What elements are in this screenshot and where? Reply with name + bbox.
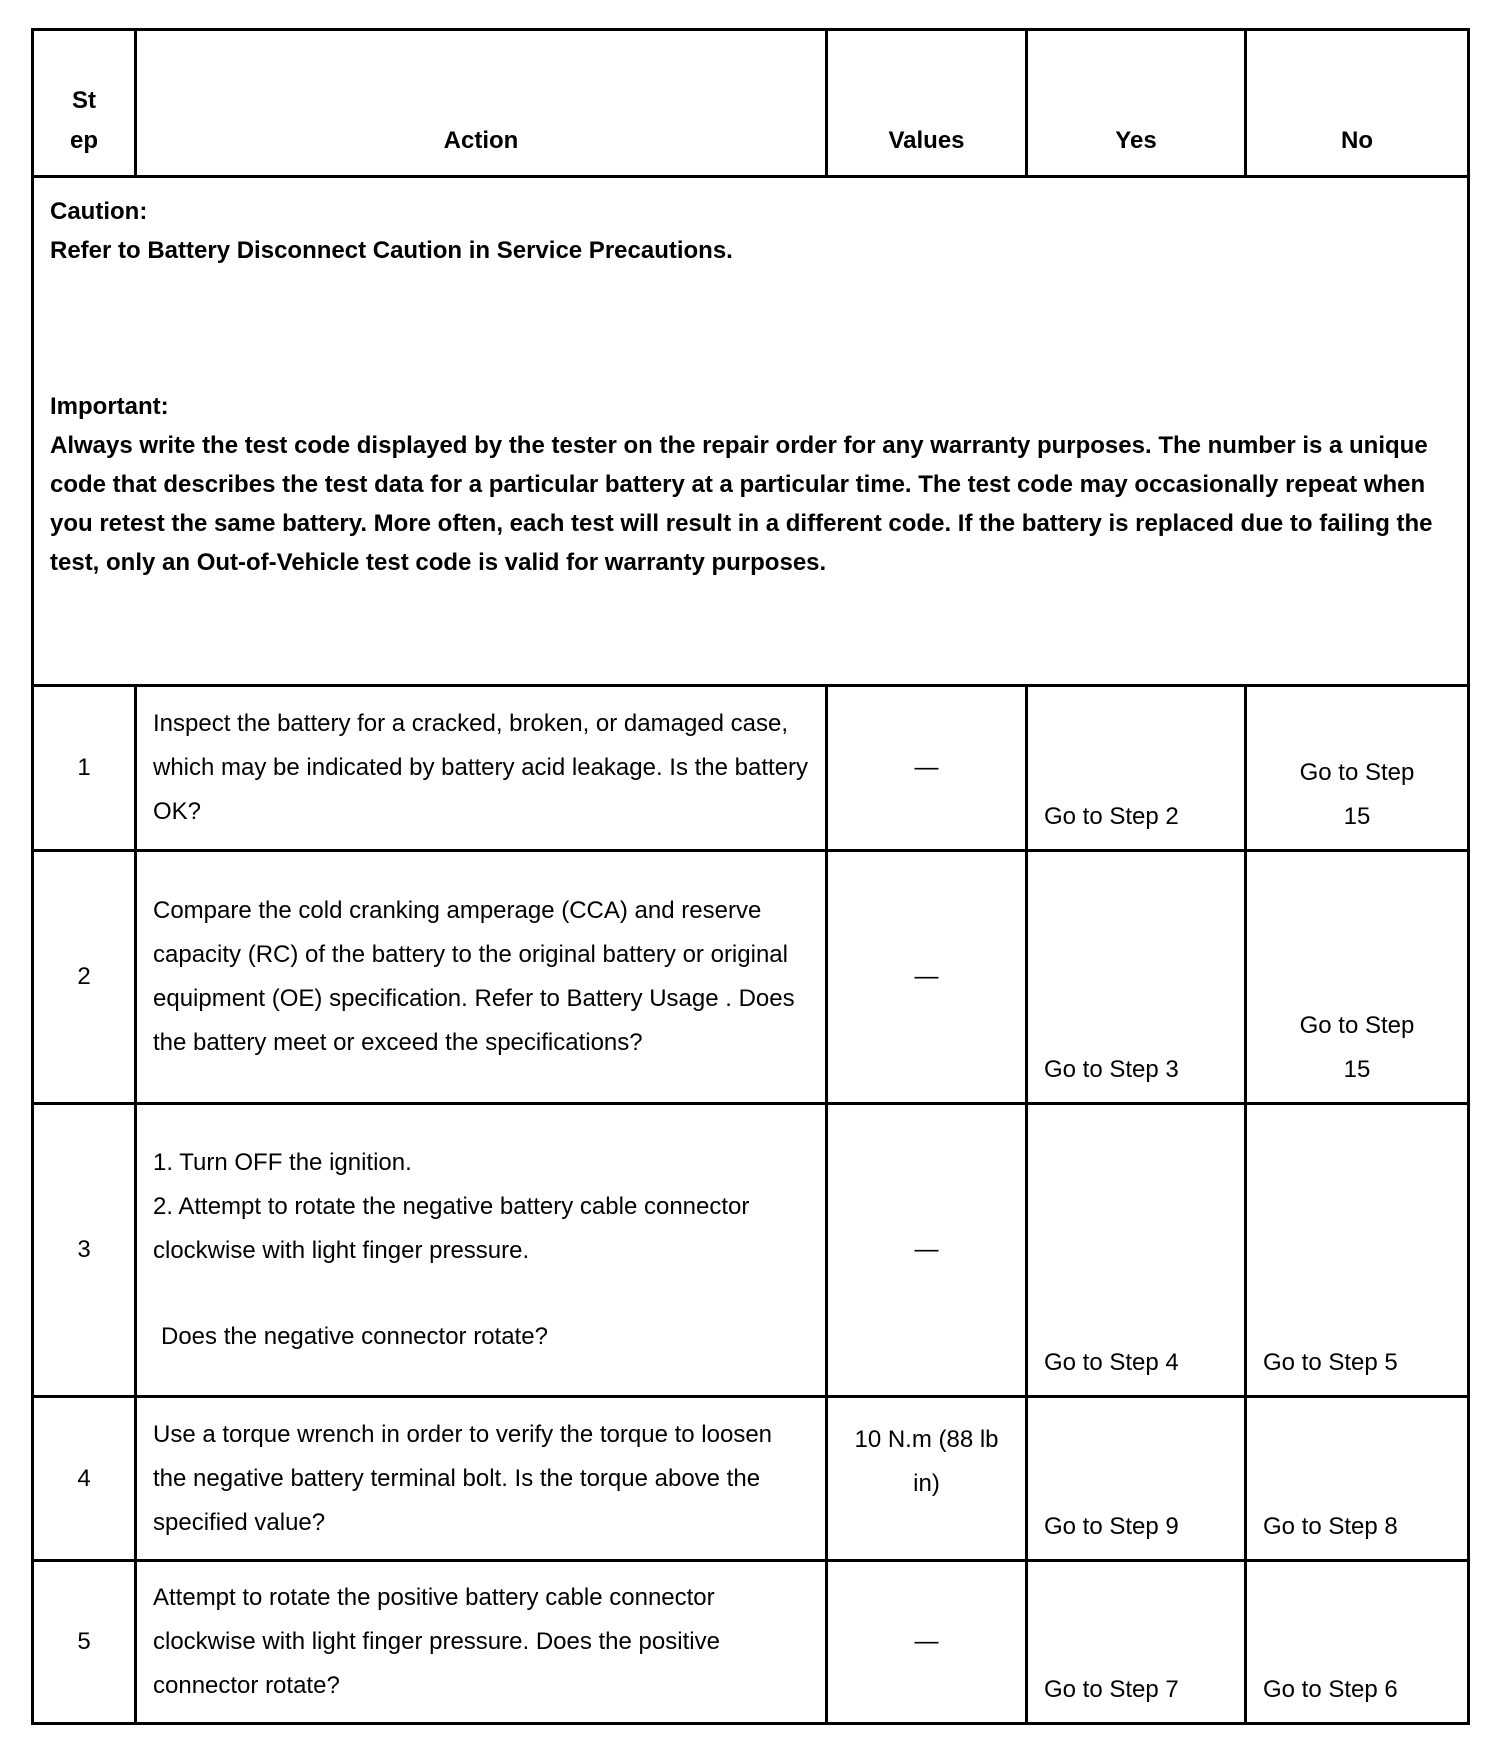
values-cell: — [827, 851, 1027, 1104]
values-cell: — [827, 1104, 1027, 1397]
header-yes: Yes [1027, 30, 1246, 177]
yes-cell: Go to Step 3 [1027, 851, 1246, 1104]
step-number: 4 [33, 1397, 136, 1561]
no-cell [1246, 686, 1469, 851]
yes-cell: Go to Step 4 [1027, 1104, 1246, 1397]
torque-value: 10 N.m (88 lb in) [854, 1426, 999, 1497]
action-text: Use a torque wrench in order to verify the torque to loosen the negative battery terminal bolt. Is the torque above the specified value? [136, 1397, 827, 1561]
important-title: Important: [50, 393, 169, 420]
table-row [33, 686, 1469, 851]
action-text: Attempt to rotate the positive battery cable connector clockwise with light finger pressure. Does the positive connector rotate? [136, 1561, 827, 1724]
values-cell: — [827, 1561, 1027, 1724]
header-row [33, 30, 1469, 177]
yes-cell: Go to Step 2 [1027, 686, 1246, 851]
table-row [33, 1397, 1469, 1561]
header-values: Values [827, 30, 1027, 177]
header-action: Action [136, 30, 827, 177]
step-number: 5 [33, 1561, 136, 1724]
action-text: Inspect the battery for a cracked, broken, or damaged case, which may be indicated by battery acid leakage. Is the battery OK? [136, 686, 827, 851]
yes-cell: Go to Step 9 [1027, 1397, 1246, 1561]
action-step-2: 2. Attempt to rotate the negative battery cable connector clockwise with light finger pressure. [153, 1193, 750, 1264]
step-number: 1 [33, 686, 136, 851]
no-label: Go to Step 15 [1299, 759, 1415, 830]
yes-cell: Go to Step 7 [1027, 1561, 1246, 1724]
header-step-label: St ep [69, 87, 98, 154]
notes-row [33, 177, 1469, 686]
step-number: 3 [33, 1104, 136, 1397]
no-label: Go to Step 15 [1299, 1012, 1415, 1083]
notes-cell [33, 177, 1469, 686]
action-text [136, 1104, 827, 1397]
step-number: 2 [33, 851, 136, 1104]
no-cell [1246, 851, 1469, 1104]
action-text: Compare the cold cranking amperage (CCA) and reserve capacity (RC) of the battery to the original battery or original equipment (OE) specification. Refer to Battery Usage . Does the battery meet or exceed the specifications? [136, 851, 827, 1104]
diagnostic-table [31, 28, 1470, 1725]
values-cell: — [827, 686, 1027, 851]
caution-text: Refer to Battery Disconnect Caution in Service Precautions. [50, 237, 733, 264]
values-cell [827, 1397, 1027, 1561]
header-step [33, 30, 136, 177]
no-cell: Go to Step 6 [1246, 1561, 1469, 1724]
action-step-1: 1. Turn OFF the ignition. [153, 1149, 412, 1176]
important-text: Always write the test code displayed by the tester on the repair order for any warranty purposes. The number is a unique code that describes the test data for a particular battery at a particular time. The test code may occasionally repeat when you retest the same battery. More often, each test will result in a different code. If the battery is replaced due to failing the test, only an Out-of-Vehicle test code is valid for warranty purposes. [50, 432, 1433, 576]
table-row [33, 851, 1469, 1104]
table-row [33, 1104, 1469, 1397]
no-cell: Go to Step 8 [1246, 1397, 1469, 1561]
no-cell: Go to Step 5 [1246, 1104, 1469, 1397]
caution-title: Caution: [50, 198, 148, 225]
table-row [33, 1561, 1469, 1724]
action-question: Does the negative connector rotate? [161, 1323, 548, 1350]
header-no: No [1246, 30, 1469, 177]
